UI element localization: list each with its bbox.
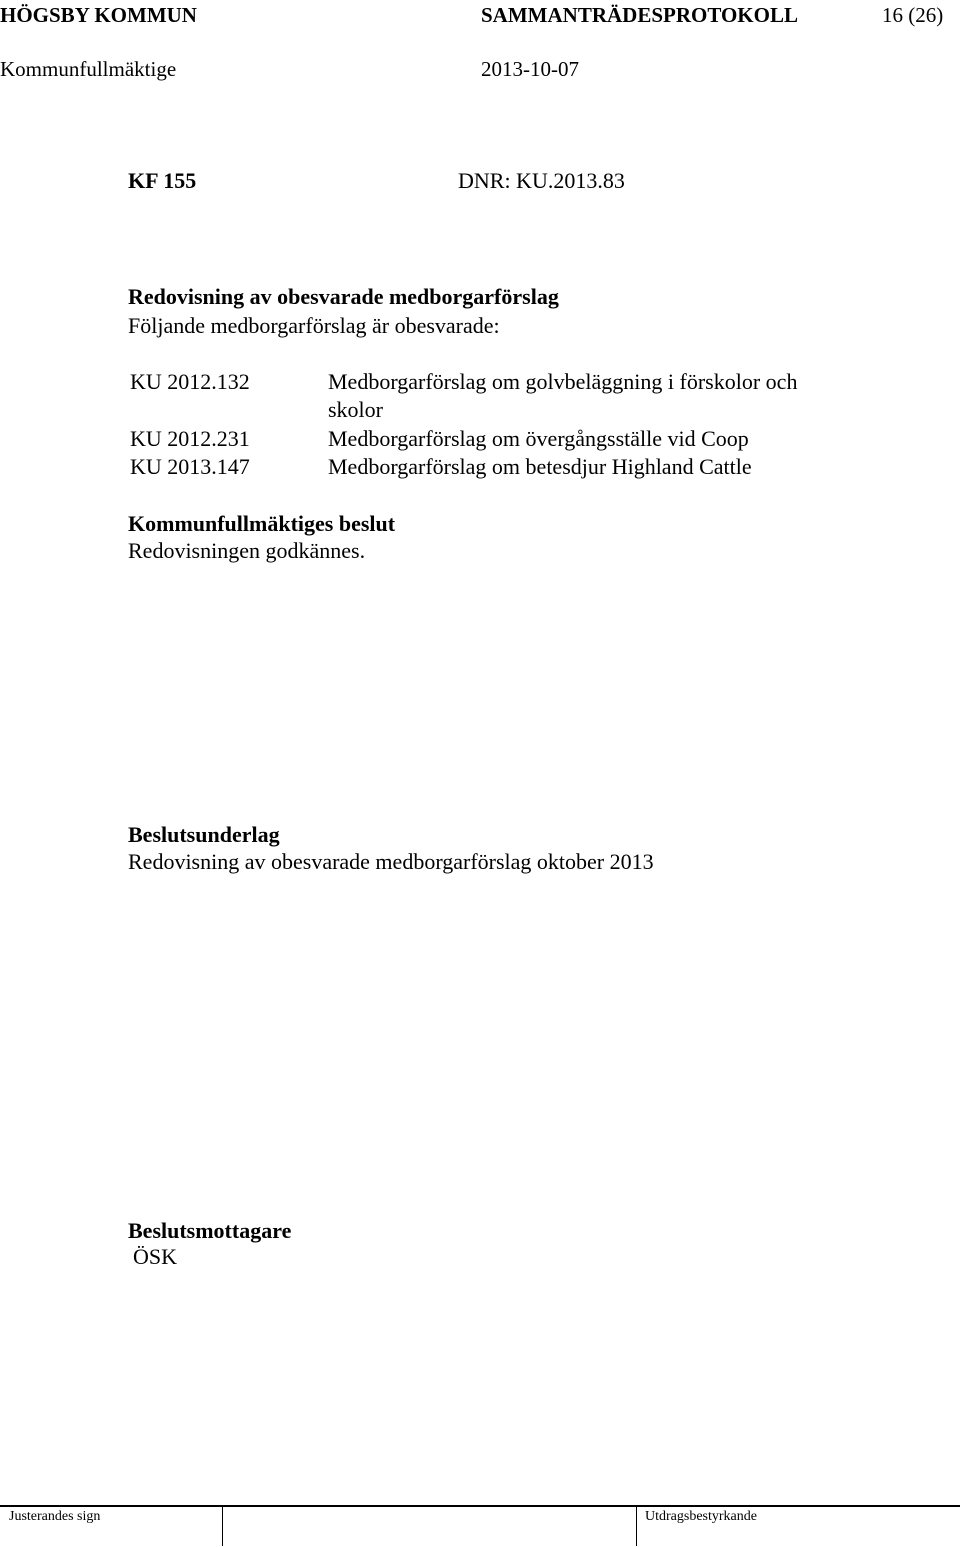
footer-divider — [636, 1506, 637, 1546]
paragraph-number: KF 155 — [128, 168, 197, 193]
proposal-text: Medborgarförslag om betesdjur Highland Cattle — [328, 454, 752, 479]
recipients-heading: Beslutsmottagare — [128, 1218, 292, 1243]
footer-sign-label: Justerandes sign — [9, 1509, 101, 1524]
footer-divider — [222, 1506, 223, 1546]
recipients-text: ÖSK — [133, 1244, 178, 1269]
section-intro: Följande medborgarförslag är obesvarade: — [128, 313, 500, 338]
meeting-date: 2013-10-07 — [481, 57, 579, 81]
proposal-text: skolor — [328, 397, 383, 422]
page-number: 16 (26) — [882, 3, 944, 27]
proposal-text: Medborgarförslag om övergångsställe vid Coop — [328, 426, 749, 451]
proposal-id: KU 2013.147 — [130, 454, 250, 479]
section-title: Redovisning av obesvarade medborgarförslag — [128, 284, 559, 309]
proposal-id: KU 2012.231 — [130, 426, 250, 451]
footer-rule — [0, 1505, 960, 1507]
municipality-name: HÖGSBY KOMMUN — [0, 3, 197, 27]
proposal-id: KU 2012.132 — [130, 369, 250, 394]
proposal-text: Medborgarförslag om golvbeläggning i förskolor och — [328, 369, 798, 394]
basis-text: Redovisning av obesvarade medborgarförslag oktober 2013 — [128, 849, 654, 874]
footer-certify-label: Utdragsbestyrkande — [645, 1509, 757, 1524]
decision-text: Redovisningen godkännes. — [128, 538, 366, 563]
document-type: SAMMANTRÄDESPROTOKOLL — [481, 3, 798, 27]
diary-number: DNR: KU.2013.83 — [458, 168, 625, 193]
decision-body: Kommunfullmäktige — [0, 57, 177, 81]
basis-heading: Beslutsunderlag — [128, 822, 280, 847]
decision-heading: Kommunfullmäktiges beslut — [128, 511, 396, 536]
